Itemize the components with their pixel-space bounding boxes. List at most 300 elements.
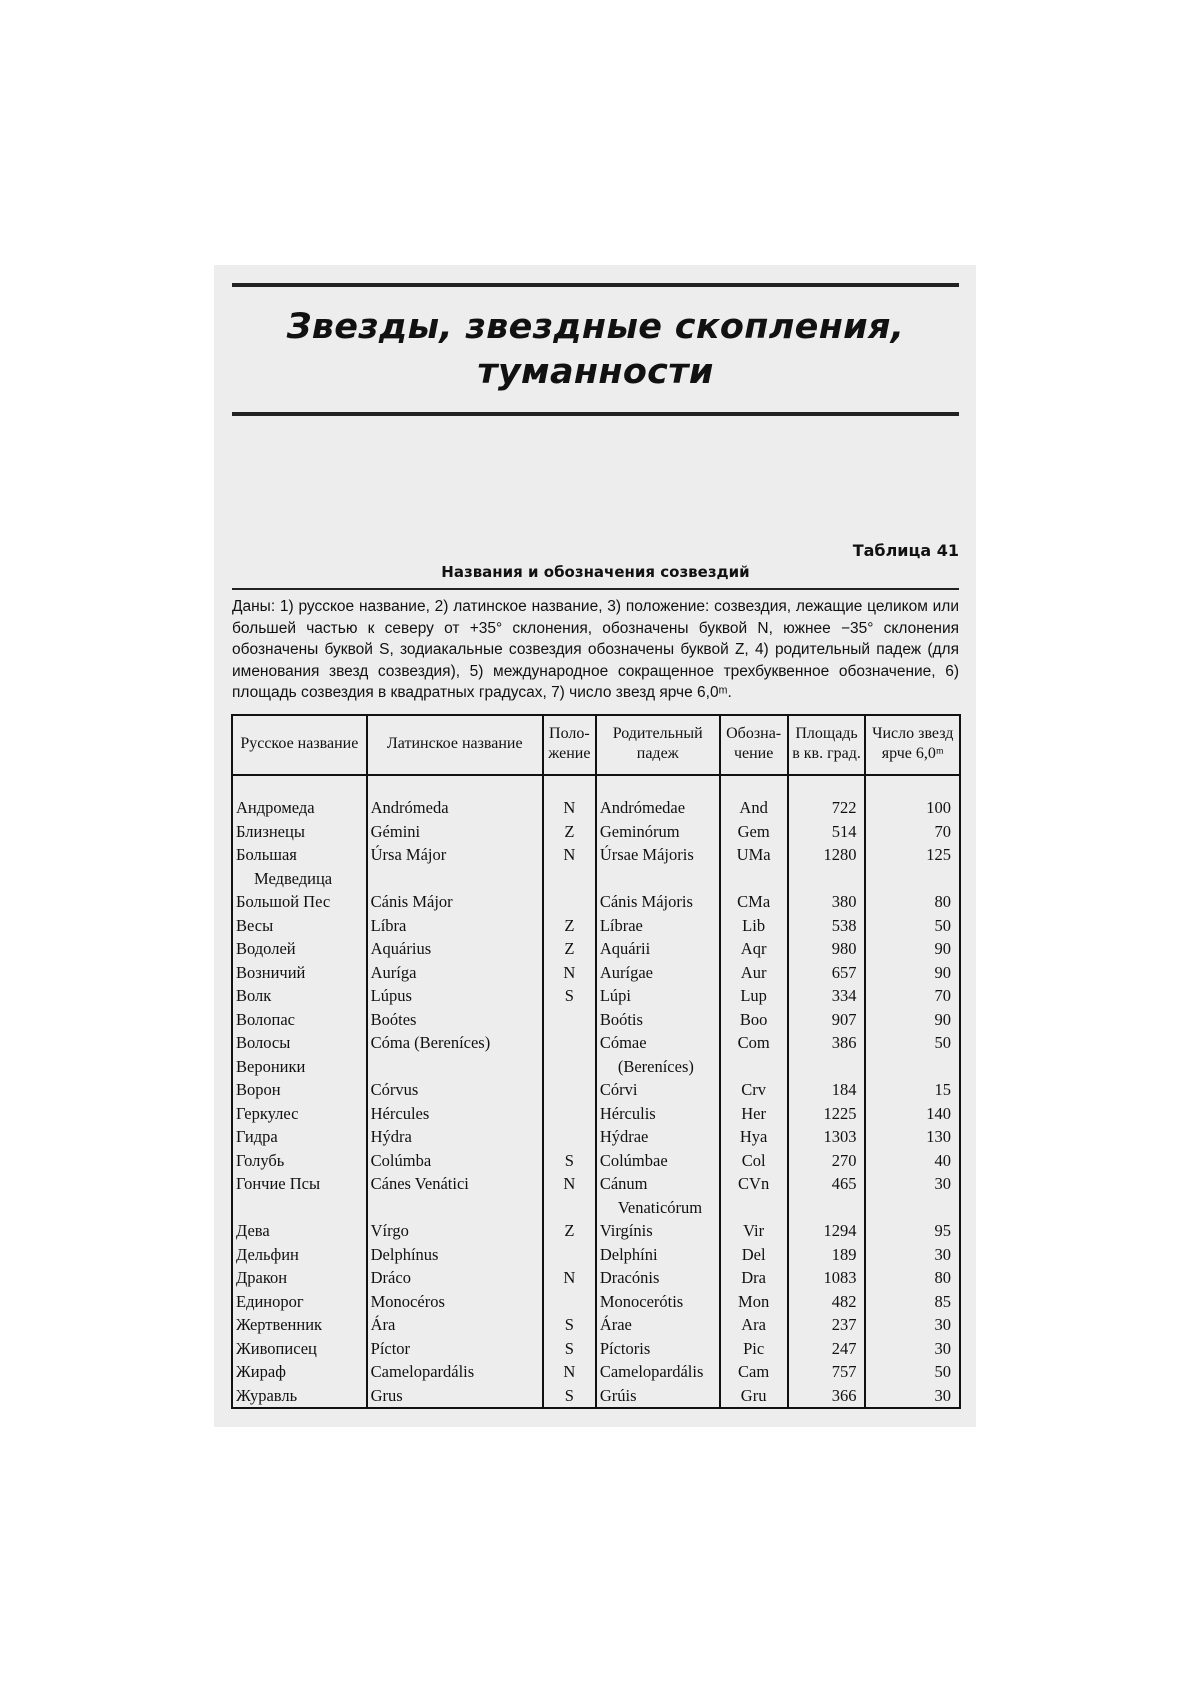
- cell-latin-name: [367, 1384, 543, 1409]
- cell-latin-name-text: Andrómeda: [370, 798, 449, 817]
- cell-stars-text: 30: [934, 1315, 951, 1334]
- cell-genitive-text: Andrómedae: [599, 798, 686, 817]
- cell-position-text: Z: [564, 915, 575, 935]
- constellations-table: [231, 714, 961, 1409]
- cell-stars: [865, 1337, 960, 1361]
- cell-genitive-text: Árae: [599, 1315, 632, 1334]
- cell-russian-name-text: Геркулес: [236, 1103, 299, 1123]
- cell-russian-name-text: Журавль: [236, 1385, 298, 1405]
- cell-latin-name: [367, 820, 543, 844]
- cell-latin-name-text: Cánes Venátici: [370, 1174, 469, 1193]
- cell-russian-name-text: Большая: [236, 845, 297, 864]
- cell-latin-name: [367, 1078, 543, 1102]
- cell-genitive: [596, 1078, 720, 1102]
- cell-genitive-text: Líbrae: [599, 915, 643, 935]
- cell-position: [543, 1337, 596, 1361]
- cell-russian-name: [232, 984, 367, 1008]
- cell-area: [788, 1102, 866, 1126]
- cell-russian-name-text: Возничий: [236, 962, 306, 982]
- cell-russian-name-text: Большой Пес: [236, 892, 331, 911]
- table-row: [232, 1219, 960, 1243]
- cell-area-text: 907: [831, 1009, 857, 1029]
- cell-position-text: Z: [564, 939, 575, 958]
- table-row: [232, 1149, 960, 1173]
- cell-latin-name: [367, 1172, 543, 1219]
- cell-position: [543, 820, 596, 844]
- cell-position: [543, 984, 596, 1008]
- cell-latin-name-text: Aquárius: [370, 939, 432, 958]
- table-row: [232, 937, 960, 961]
- cell-russian-name: [232, 1266, 367, 1290]
- cell-position-text: N: [563, 1268, 576, 1287]
- cell-latin-name: [367, 914, 543, 938]
- cell-abbreviation-text: Ara: [741, 1315, 766, 1334]
- cell-genitive: [596, 1125, 720, 1149]
- cell-abbreviation-text: Aur: [740, 962, 767, 982]
- cell-stars: [865, 1008, 960, 1032]
- cell-area-text: 237: [831, 1315, 857, 1334]
- cell-latin-name: [367, 984, 543, 1008]
- cell-area-text: 465: [831, 1174, 857, 1193]
- cell-position: [543, 1384, 596, 1409]
- cell-area: [788, 1125, 866, 1149]
- cell-stars-text: 85: [934, 1291, 951, 1311]
- col-header-area: Площадь в кв. град.: [788, 715, 866, 775]
- cell-genitive: [596, 937, 720, 961]
- cell-latin-name-text: Lúpus: [370, 986, 412, 1005]
- cell-genitive-text: Hýdrae: [599, 1127, 649, 1146]
- cell-position: [543, 1008, 596, 1032]
- cell-genitive-text: Grúis: [599, 1385, 637, 1405]
- col-header-abbreviation: Обозна- чение: [720, 715, 788, 775]
- cell-stars-text: 80: [934, 892, 951, 911]
- cell-area: [788, 937, 866, 961]
- cell-abbreviation-text: UMa: [736, 845, 771, 864]
- cell-area-text: 657: [831, 962, 857, 982]
- table-row: [232, 1313, 960, 1337]
- cell-area-text: 980: [831, 939, 857, 958]
- cell-russian-name: [232, 1243, 367, 1267]
- cell-stars: [865, 890, 960, 914]
- cell-stars-text: 90: [934, 1009, 951, 1029]
- col-header-russian: Русское название: [232, 715, 367, 775]
- cell-abbreviation-text: Lib: [742, 915, 766, 935]
- cell-stars-text: 80: [934, 1268, 951, 1287]
- cell-area: [788, 1031, 866, 1078]
- cell-area: [788, 890, 866, 914]
- cell-stars-text: 140: [926, 1103, 951, 1123]
- cell-russian-name-text: Весы: [236, 915, 274, 935]
- cell-area: [788, 820, 866, 844]
- cell-abbreviation-text: Dra: [741, 1268, 766, 1287]
- cell-genitive: [596, 984, 720, 1008]
- cell-latin-name: [367, 1008, 543, 1032]
- table-row: [232, 1031, 960, 1078]
- cell-russian-name-text: Андромеда: [236, 798, 315, 817]
- cell-stars: [865, 1290, 960, 1314]
- cell-stars: [865, 820, 960, 844]
- cell-area-text: 1294: [823, 1221, 857, 1240]
- cell-position-text: N: [563, 845, 576, 864]
- cell-abbreviation-text: Gem: [737, 821, 770, 841]
- cell-abbreviation-text: Her: [741, 1103, 766, 1123]
- cell-russian-name-text: Волосы Вероники: [236, 1033, 306, 1076]
- table-row: [232, 1078, 960, 1102]
- cell-position-text: Z: [564, 1221, 575, 1240]
- cell-russian-name: [232, 1078, 367, 1102]
- cell-stars: [865, 1031, 960, 1078]
- cell-abbreviation: [720, 1243, 788, 1267]
- col-header-position: Поло- жение: [543, 715, 596, 775]
- cell-genitive-text: Venaticórum: [617, 1197, 703, 1217]
- cell-genitive-text: Virgínis: [599, 1221, 653, 1240]
- table-row: [232, 1008, 960, 1032]
- cell-latin-name: [367, 1149, 543, 1173]
- cell-latin-name-text: Ára: [370, 1315, 396, 1334]
- cell-latin-name-text: Píctor: [370, 1338, 411, 1358]
- cell-genitive: [596, 961, 720, 985]
- cell-area: [788, 1360, 866, 1384]
- cell-abbreviation-text: Pic: [743, 1338, 765, 1358]
- cell-abbreviation-text: CVn: [738, 1174, 770, 1193]
- table-row: [232, 961, 960, 985]
- cell-genitive: [596, 1149, 720, 1173]
- cell-genitive: [596, 820, 720, 844]
- cell-genitive-text: Camelopardális: [599, 1362, 704, 1381]
- cell-abbreviation: [720, 1008, 788, 1032]
- cell-genitive-text: (Bereníces): [617, 1056, 694, 1076]
- cell-stars: [865, 1078, 960, 1102]
- cell-russian-name-text: Волопас: [236, 1009, 295, 1029]
- cell-stars: [865, 961, 960, 985]
- cell-genitive-text: Geminórum: [599, 821, 680, 841]
- cell-abbreviation-text: Del: [741, 1244, 766, 1264]
- page-title: [232, 305, 959, 395]
- cell-latin-name: [367, 1337, 543, 1361]
- cell-genitive: [596, 775, 720, 820]
- cell-russian-name: [232, 1337, 367, 1361]
- cell-area-text: 1225: [823, 1103, 857, 1123]
- cell-abbreviation: [720, 1290, 788, 1314]
- cell-russian-name: [232, 1360, 367, 1384]
- table-row: [232, 1125, 960, 1149]
- cell-latin-name: [367, 890, 543, 914]
- cell-genitive: [596, 1313, 720, 1337]
- table-row: [232, 914, 960, 938]
- cell-latin-name-text: Cánis Májor: [370, 892, 453, 911]
- cell-position: [543, 1102, 596, 1126]
- table-row: [232, 1360, 960, 1384]
- cell-stars: [865, 1219, 960, 1243]
- cell-stars-text: 30: [934, 1385, 951, 1405]
- cell-stars-text: 70: [934, 986, 951, 1005]
- table-row: [232, 820, 960, 844]
- cell-genitive: [596, 1290, 720, 1314]
- cell-russian-name: [232, 1102, 367, 1126]
- cell-russian-name-text: Жертвенник: [236, 1315, 323, 1334]
- cell-stars: [865, 1125, 960, 1149]
- table-row: [232, 1172, 960, 1219]
- cell-position: [543, 937, 596, 961]
- cell-stars-text: 90: [934, 962, 951, 982]
- cell-area: [788, 1149, 866, 1173]
- cell-abbreviation-text: Cam: [738, 1362, 770, 1381]
- cell-abbreviation-text: Lup: [740, 986, 767, 1005]
- cell-area: [788, 1290, 866, 1314]
- cell-russian-name-text: Дева: [236, 1221, 270, 1240]
- header-rule: [232, 283, 959, 287]
- table-row: [232, 1290, 960, 1314]
- cell-abbreviation: [720, 1172, 788, 1219]
- cell-stars: [865, 1384, 960, 1409]
- cell-abbreviation: [720, 914, 788, 938]
- cell-abbreviation: [720, 843, 788, 890]
- subtitle-rule: [232, 588, 959, 590]
- cell-area-text: 1303: [823, 1127, 857, 1146]
- cell-abbreviation-text: CMa: [737, 892, 771, 911]
- cell-area-text: 482: [831, 1291, 857, 1311]
- cell-russian-name: [232, 1384, 367, 1409]
- col-header-genitive: Родительный падеж: [596, 715, 720, 775]
- col-header-stars: Число звезд ярче 6,0ᵐ: [865, 715, 960, 775]
- cell-abbreviation-text: Col: [741, 1150, 766, 1170]
- cell-area: [788, 1384, 866, 1409]
- cell-abbreviation-text: Gru: [740, 1385, 767, 1405]
- cell-area-text: 380: [831, 892, 857, 911]
- cell-latin-name-text: Hýdra: [370, 1127, 412, 1146]
- cell-abbreviation: [720, 1149, 788, 1173]
- cell-abbreviation: [720, 820, 788, 844]
- cell-latin-name-text: Úrsa Májor: [370, 845, 447, 864]
- cell-genitive-text: Cánis Májoris: [599, 892, 693, 911]
- cell-genitive: [596, 1337, 720, 1361]
- cell-stars-text: 90: [934, 939, 951, 958]
- cell-latin-name-text: Cóma (Bereníces): [370, 1033, 491, 1052]
- cell-area: [788, 775, 866, 820]
- cell-position-text: N: [563, 1362, 576, 1381]
- cell-position: [543, 1031, 596, 1078]
- cell-area: [788, 1266, 866, 1290]
- cell-position: [543, 1078, 596, 1102]
- cell-position-text: N: [563, 962, 576, 982]
- cell-abbreviation: [720, 937, 788, 961]
- cell-latin-name-text: Camelopardális: [370, 1362, 475, 1381]
- cell-russian-name-text: Ворон: [236, 1080, 281, 1099]
- cell-stars: [865, 914, 960, 938]
- cell-latin-name: [367, 1219, 543, 1243]
- cell-position: [543, 1172, 596, 1219]
- table-row: [232, 890, 960, 914]
- cell-genitive-text: Hérculis: [599, 1103, 656, 1123]
- cell-latin-name: [367, 1243, 543, 1267]
- cell-abbreviation: [720, 1125, 788, 1149]
- cell-genitive-text: Píctoris: [599, 1338, 651, 1358]
- cell-stars: [865, 1243, 960, 1267]
- cell-stars-text: 40: [934, 1150, 951, 1170]
- cell-russian-name-text: Единорог: [236, 1291, 304, 1311]
- cell-latin-name: [367, 961, 543, 985]
- cell-genitive: [596, 843, 720, 890]
- table-body: [232, 775, 960, 1408]
- cell-latin-name: [367, 1266, 543, 1290]
- cell-area-text: 514: [831, 821, 857, 841]
- cell-russian-name-text: Гидра: [236, 1127, 278, 1146]
- cell-russian-name-text: Близнецы: [236, 821, 305, 841]
- cell-abbreviation: [720, 1360, 788, 1384]
- cell-position-text: S: [564, 986, 574, 1005]
- cell-russian-name-text: Дракон: [236, 1268, 288, 1287]
- cell-stars: [865, 1102, 960, 1126]
- cell-latin-name-text: Grus: [370, 1385, 403, 1405]
- cell-abbreviation-text: Boo: [739, 1009, 768, 1029]
- cell-latin-name: [367, 937, 543, 961]
- cell-area-text: 366: [831, 1385, 857, 1405]
- cell-abbreviation: [720, 1102, 788, 1126]
- cell-genitive: [596, 890, 720, 914]
- cell-stars-text: 50: [934, 915, 951, 935]
- cell-abbreviation: [720, 890, 788, 914]
- cell-area-text: 386: [831, 1033, 857, 1052]
- cell-russian-name: [232, 961, 367, 985]
- cell-abbreviation: [720, 1219, 788, 1243]
- cell-area: [788, 1337, 866, 1361]
- cell-position-text: S: [564, 1338, 574, 1358]
- cell-russian-name: [232, 843, 367, 890]
- cell-position-text: S: [564, 1385, 574, 1405]
- cell-genitive: [596, 1102, 720, 1126]
- cell-russian-name-text: Жираф: [236, 1362, 286, 1381]
- cell-genitive: [596, 1172, 720, 1219]
- cell-genitive-text: Córvi: [599, 1080, 638, 1099]
- table-row: [232, 1102, 960, 1126]
- cell-abbreviation: [720, 1384, 788, 1409]
- cell-stars-text: 70: [934, 821, 951, 841]
- cell-stars: [865, 843, 960, 890]
- cell-genitive-text: Cómae: [599, 1033, 647, 1052]
- cell-abbreviation-text: And: [739, 798, 768, 817]
- cell-latin-name-text: Córvus: [370, 1080, 419, 1099]
- cell-latin-name: [367, 1313, 543, 1337]
- cell-area: [788, 914, 866, 938]
- cell-latin-name: [367, 1290, 543, 1314]
- cell-area-text: 334: [831, 986, 857, 1005]
- cell-genitive-text: Lúpi: [599, 986, 631, 1005]
- title-rule: [232, 412, 959, 416]
- cell-latin-name-text: Gémini: [370, 821, 421, 841]
- cell-position-text: S: [564, 1315, 574, 1334]
- table-row: [232, 1337, 960, 1361]
- cell-abbreviation: [720, 1266, 788, 1290]
- cell-latin-name: [367, 1360, 543, 1384]
- cell-position-text: Z: [564, 821, 575, 841]
- cell-genitive-text: Boótis: [599, 1009, 643, 1029]
- cell-russian-name-text: Живописец: [236, 1338, 317, 1358]
- cell-latin-name-text: Boótes: [370, 1009, 417, 1029]
- cell-area: [788, 1219, 866, 1243]
- table-row: [232, 1266, 960, 1290]
- table-description: Даны: 1) русское название, 2) латинское название, 3) положение: созвездия, лежащие целиком или большей частью к северу от +35° склонения, обозначены буквой N, южнее −35° склонения обозначены буквой S, зодиакальные созвездия обозначены буквой Z, 4) родительный падеж (для именования звезд созвездия), 5) международное сокращенное трехбуквенное обозначение, 6) площадь созвездия в квадратных градусах, 7) число звезд ярче 6,0ᵐ.: [232, 598, 959, 701]
- cell-abbreviation: [720, 1031, 788, 1078]
- cell-russian-name: [232, 1172, 367, 1219]
- cell-latin-name-text: Líbra: [370, 915, 407, 935]
- cell-area: [788, 1313, 866, 1337]
- cell-position: [543, 1219, 596, 1243]
- table-title: Названия и обозначения созвездий: [441, 563, 750, 581]
- cell-position-text: N: [563, 798, 576, 817]
- cell-stars-text: 100: [926, 798, 951, 817]
- cell-position: [543, 1290, 596, 1314]
- cell-russian-name: [232, 775, 367, 820]
- cell-position: [543, 1313, 596, 1337]
- cell-area-text: 184: [831, 1080, 857, 1099]
- cell-russian-name-text: Волк: [236, 986, 272, 1005]
- cell-abbreviation-text: Hya: [739, 1127, 768, 1146]
- cell-genitive-text: Dracónis: [599, 1268, 660, 1287]
- cell-stars: [865, 984, 960, 1008]
- cell-area-text: 189: [831, 1244, 857, 1264]
- cell-area-text: 270: [831, 1150, 857, 1170]
- cell-abbreviation-text: Vir: [743, 1221, 765, 1240]
- page-title-line1: Звезды, звездные скопления,: [286, 307, 905, 347]
- cell-genitive: [596, 1243, 720, 1267]
- cell-position-text: N: [563, 1174, 576, 1193]
- cell-latin-name: [367, 1031, 543, 1078]
- cell-russian-name-text: Гончие Псы: [236, 1174, 321, 1193]
- cell-latin-name: [367, 843, 543, 890]
- cell-stars: [865, 1313, 960, 1337]
- cell-russian-name-text: Голубь: [236, 1150, 285, 1170]
- page-title-line2: туманности: [477, 352, 714, 392]
- table-label: Таблица 41: [852, 541, 959, 560]
- cell-russian-name: [232, 820, 367, 844]
- table-row: [232, 984, 960, 1008]
- cell-abbreviation-text: Com: [737, 1033, 770, 1052]
- cell-area: [788, 1243, 866, 1267]
- cell-area-text: 1083: [823, 1268, 857, 1287]
- cell-stars: [865, 1172, 960, 1219]
- cell-genitive: [596, 1384, 720, 1409]
- cell-stars-text: 125: [926, 845, 951, 864]
- cell-abbreviation: [720, 775, 788, 820]
- cell-genitive: [596, 1266, 720, 1290]
- cell-genitive: [596, 1360, 720, 1384]
- cell-area-text: 722: [831, 798, 857, 817]
- cell-area: [788, 1008, 866, 1032]
- cell-genitive-text: Aurígae: [599, 962, 653, 982]
- cell-abbreviation-text: Aqr: [740, 939, 767, 958]
- cell-area-text: 247: [831, 1338, 857, 1358]
- cell-area: [788, 984, 866, 1008]
- cell-stars-text: 30: [934, 1174, 951, 1193]
- cell-abbreviation: [720, 961, 788, 985]
- cell-position: [543, 914, 596, 938]
- table-row: [232, 775, 960, 820]
- cell-russian-name: [232, 1008, 367, 1032]
- cell-russian-name: [232, 1125, 367, 1149]
- col-header-latin: Латинское название: [367, 715, 543, 775]
- cell-stars: [865, 775, 960, 820]
- cell-abbreviation: [720, 1313, 788, 1337]
- cell-russian-name: [232, 1149, 367, 1173]
- cell-position: [543, 1360, 596, 1384]
- cell-russian-name: [232, 937, 367, 961]
- cell-position: [543, 1125, 596, 1149]
- cell-stars-text: 30: [934, 1244, 951, 1264]
- cell-genitive: [596, 1219, 720, 1243]
- cell-position: [543, 775, 596, 820]
- cell-latin-name-text: Dráco: [370, 1268, 411, 1287]
- cell-latin-name: [367, 1102, 543, 1126]
